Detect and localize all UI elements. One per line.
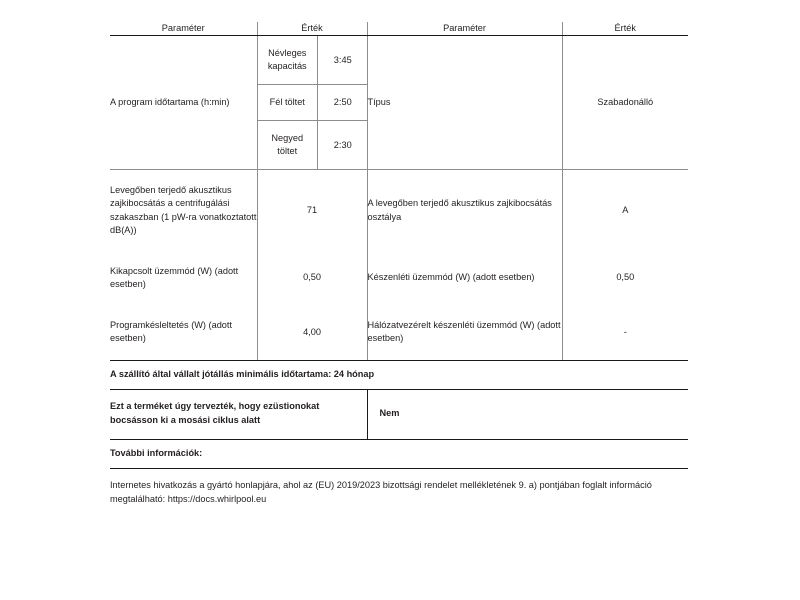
table-row bbox=[110, 170, 688, 251]
row-type-parameter: Típus bbox=[367, 36, 562, 170]
table-header-row bbox=[110, 22, 688, 36]
duration-value-rated: 3:45 bbox=[318, 36, 368, 85]
duration-subrow bbox=[258, 121, 368, 170]
row-off-mode-value: 0,50 bbox=[257, 251, 367, 305]
further-information-heading: További információk: bbox=[110, 439, 688, 468]
duration-subtable bbox=[258, 36, 368, 169]
row-standby-value: 0,50 bbox=[562, 251, 688, 305]
silver-ion-question: Ezt a terméket úgy tervezték, hogy ezüstionokat bocsásson ki a mosási ciklus alatt bbox=[110, 401, 320, 426]
duration-subrow bbox=[258, 85, 368, 121]
further-information-block bbox=[110, 468, 688, 507]
header-value-left: Érték bbox=[257, 22, 367, 36]
row-noise-class-parameter: A levegőben terjedő akusztikus zajkibocsátás osztálya bbox=[367, 170, 562, 251]
silver-ion-answer: Nem bbox=[367, 390, 688, 439]
warranty-statement: A szállító által vállalt jótállás minimális időtartama: 24 hónap bbox=[110, 360, 688, 389]
row-off-mode-parameter: Kikapcsolt üzemmód (W) (adott esetben) bbox=[110, 265, 239, 289]
row-delay-start-value: 4,00 bbox=[257, 305, 367, 360]
row-networked-standby-value: - bbox=[562, 305, 688, 360]
table-row bbox=[110, 36, 688, 170]
table-row bbox=[110, 390, 688, 439]
row-networked-standby-parameter: Hálózatvezérelt készenléti üzemmód (W) (adott esetben) bbox=[367, 305, 562, 360]
duration-label-half: Fél töltet bbox=[258, 85, 318, 121]
row-delay-start-parameter: Programkésleltetés (W) (adott esetben) bbox=[110, 319, 233, 343]
header-value-right: Érték bbox=[562, 22, 688, 36]
row-noise-class-value: A bbox=[562, 170, 688, 251]
duration-value-half: 2:50 bbox=[318, 85, 368, 121]
spec-sheet bbox=[110, 22, 688, 507]
table-row bbox=[110, 251, 688, 305]
table-row bbox=[110, 305, 688, 360]
row-standby-parameter: Készenléti üzemmód (W) (adott esetben) bbox=[367, 251, 562, 305]
header-parameter-right: Paraméter bbox=[367, 22, 562, 36]
duration-subrow bbox=[258, 36, 368, 85]
row-type-value: Szabadonálló bbox=[562, 36, 688, 170]
silver-ion-table bbox=[110, 389, 688, 439]
duration-value-quarter: 2:30 bbox=[318, 121, 368, 170]
duration-label-rated: Névleges kapacitás bbox=[258, 36, 318, 85]
parameter-label: A program időtartama (h:min) bbox=[110, 97, 230, 108]
header-parameter-left: Paraméter bbox=[110, 22, 257, 36]
row-program-duration-parameter bbox=[110, 36, 257, 170]
row-noise-parameter: Levegőben terjedő akusztikus zajkibocsátás a centrifugálási szakaszban (1 pW-ra vonatkoztatott dB(A)) bbox=[110, 185, 257, 235]
duration-label-quarter: Negyed töltet bbox=[271, 133, 304, 157]
further-information-note: Internetes hivatkozás a gyártó honlapjára, ahol az (EU) 2019/2023 bizottsági rendelet mellékletének 9. a) pontjában foglalt információ megtalálható: https://docs.whirlpool.eu bbox=[110, 480, 652, 505]
specification-table bbox=[110, 22, 688, 360]
row-noise-value: 71 bbox=[257, 170, 367, 251]
row-program-duration-values bbox=[257, 36, 367, 170]
